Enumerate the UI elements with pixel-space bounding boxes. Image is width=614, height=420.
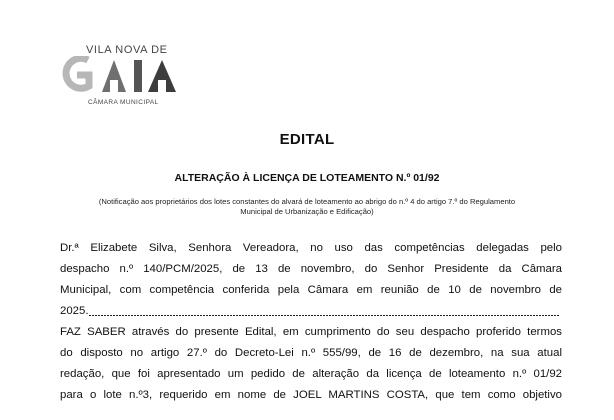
body-line-4-text: 2025. [60,305,89,317]
body-line-6: do disposto no artigo 27.º do Decreto-Lei n.º 555/99, de 16 de dezembro, na sua atual [60,347,562,359]
logo-wordmark-graphic [58,56,188,94]
municipality-logo [58,44,188,114]
body-line-8: para o lote n.º3, requerido em nome de JOEL MARTINS COSTA, que tem como objetivo [60,389,562,401]
body-line-3: Municipal, com competência conferida pela Câmara em reunião de 10 de novembro de [60,284,562,296]
body-line-1: Dr.ª Elizabete Silva, Senhora Vereadora, no uso das competências delegadas pelo [60,242,562,254]
logo-bottom-text: CÂMARA MUNICIPAL [88,99,159,106]
note-line-1: (Notificação aos proprietários dos lotes constantes do alvará de loteamento ao abrigo do n.º 4 do artigo 7.º do Regulamento [98,197,516,206]
logo-top-text: VILA NOVA DE [86,44,168,56]
notification-note [60,197,554,217]
body-line-7: redação, que foi apresentado um pedido de alteração da licença de loteamento n.º 01/92 [60,368,562,380]
dash-leader [89,301,559,322]
document-subtitle: ALTERAÇÃO À LICENÇA DE LOTEAMENTO N.º 01/92 [174,172,440,184]
document-body [60,238,562,406]
body-line-5: FAZ SABER através do presente Edital, em cumprimento do seu despacho proferido termos [60,326,562,338]
document-title: EDITAL [279,131,335,148]
body-line-4 [60,301,562,322]
note-line-2: Municipal de Urbanização e Edificação) [240,207,374,216]
body-line-2: despacho n.º 140/PCM/2025, de 13 de novembro, do Senhor Presidente da Câmara [60,263,562,275]
